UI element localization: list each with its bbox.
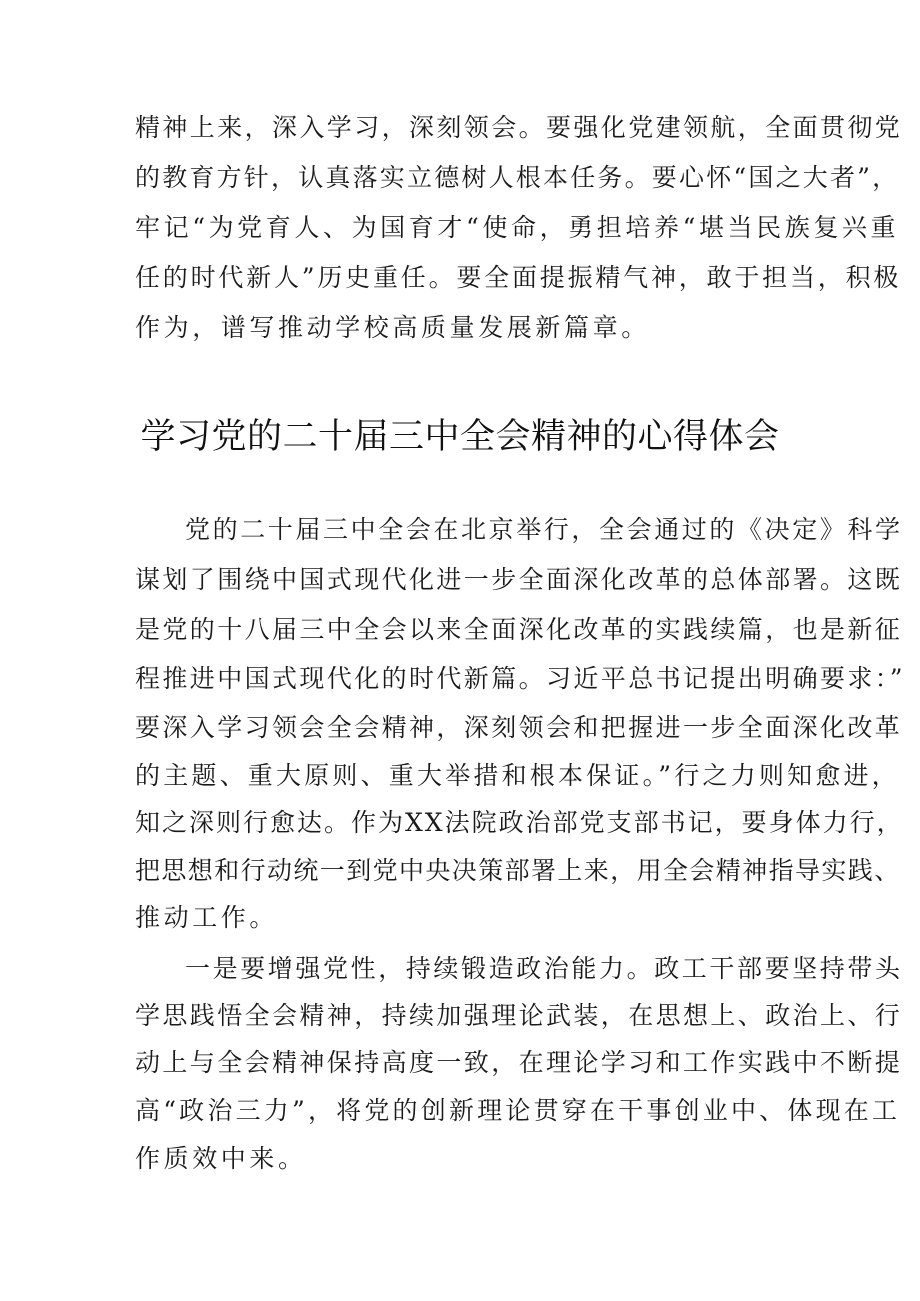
paragraph-1-line-2: 谋划了围绕中国式现代化进一步全面深化改革的总体部署。这既 (135, 565, 903, 594)
paragraph-2-line-5: 作质效中来。 (135, 1144, 307, 1173)
paragraph-1-line-5: 要深入学习领会全会精神，深刻领会和把握进一步全面深化改革 (135, 713, 903, 742)
paragraph-1-line-3: 是党的十八届三中全会以来全面深化改革的实践续篇，也是新征 (135, 615, 903, 644)
intro-line-2: 的教育方针，认真落实立德树人根本任务。要心怀“国之大者”， (135, 163, 900, 192)
paragraph-1-line-1: 党的二十届三中全会在北京举行，全会通过的《决定》科学 (185, 515, 903, 544)
intro-line-1: 精神上来，深入学习，深刻领会。要强化党建领航，全面贯彻党 (135, 113, 903, 142)
paragraph-2-line-2: 学思践悟全会精神，持续加强理论武装，在思想上、政治上、行 (135, 1001, 903, 1030)
intro-line-3: 牢记“为党育人、为国育才“使命，勇担培养“堪当民族复兴重 (135, 213, 900, 242)
paragraph-2-line-3: 动上与全会精神保持高度一致，在理论学习和工作实践中不断提 (135, 1048, 903, 1077)
paragraph-1-line-6: 的主题、重大原则、重大举措和根本保证。”行之力则知愈进， (135, 761, 900, 790)
paragraph-1-line-9: 推动工作。 (135, 903, 279, 932)
intro-line-4: 任的时代新人”历史重任。要全面提振精气神，敢于担当，积极 (135, 263, 902, 292)
paragraph-1-line-7: 知之深则行愈达。作为XX法院政治部党支部书记，要身体力行， (135, 808, 904, 837)
paragraph-1-line-4: 程推进中国式现代化的时代新篇。习近平总书记提出明确要求：” (135, 664, 905, 693)
paragraph-1-line-8: 把思想和行动统一到党中央决策部署上来，用全会精神指导实践、 (135, 856, 901, 885)
paragraph-2-line-1: 一是要增强党性，持续锻造政治能力。政工干部要坚持带头 (185, 954, 903, 983)
document-title: 学习党的二十届三中全会精神的心得体会 (140, 417, 780, 457)
paragraph-2-line-4: 高“政治三力”，将党的创新理论贯穿在干事创业中、体现在工 (135, 1096, 901, 1125)
intro-line-5: 作为，谱写推动学校高质量发展新篇章。 (135, 313, 650, 342)
